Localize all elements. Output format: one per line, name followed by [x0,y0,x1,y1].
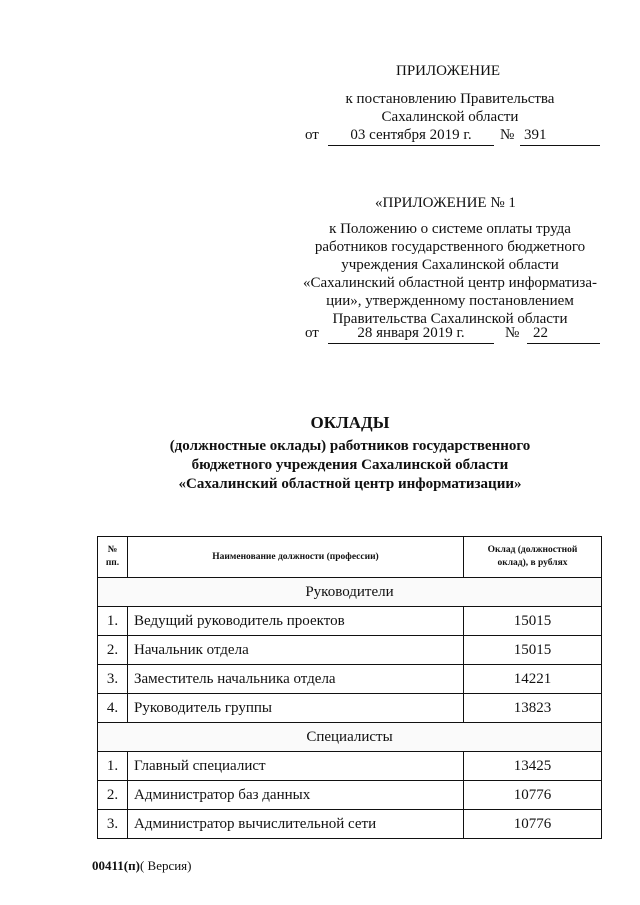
table-row [98,752,602,781]
document-subtitle-line: «Сахалинский областной центр информатизации» [178,476,522,492]
appendix-date: 03 сентября 2019 г. [328,126,494,146]
row-salary: 10776 [464,810,602,839]
table-row [98,810,602,839]
row-number: 1. [98,607,128,636]
appendix-1-line: к Положению о системе оплаты труда [329,221,571,237]
row-position: Руководитель группы [128,694,464,723]
header-salary [464,537,602,578]
appendix-1-from-label: от [305,325,319,341]
appendix-title: ПРИЛОЖЕНИЕ [396,63,501,79]
table-row [98,781,602,810]
table-row [98,607,602,636]
row-salary: 13823 [464,694,602,723]
row-salary: 15015 [464,636,602,665]
row-salary: 15015 [464,607,602,636]
appendix-1-line: «Сахалинский областной центр информатиза- [302,275,598,291]
row-position: Ведущий руководитель проектов [128,607,464,636]
table-row [98,665,602,694]
header-salary-line: Оклад (должностной [487,545,578,555]
header-number [98,537,128,578]
salary-table [97,536,602,839]
header-position: Наименование должности (профессии) [128,537,464,578]
row-position: Главный специалист [128,752,464,781]
row-position: Начальник отдела [128,636,464,665]
appendix-1-number: 22 [527,324,600,344]
header-salary-line: оклад), в рублях [497,558,568,568]
footer-version: ( Версия) [139,858,192,873]
appendix-line-1: к постановлению Правительства [345,91,555,107]
row-salary: 10776 [464,781,602,810]
row-salary: 14221 [464,665,602,694]
header-number-line: пп. [105,558,120,568]
row-number: 2. [98,636,128,665]
header-number-line: № [107,545,118,555]
appendix-1-line: ции», утвержденному постановлением [326,293,574,309]
appendix-1-number-label: № [505,325,520,341]
appendix-1-line: Правительства Сахалинской области [332,311,568,327]
section-row [98,723,602,752]
row-position: Администратор вычислительной сети [128,810,464,839]
section-row [98,578,602,607]
footer-code: 00411(п) [92,858,140,873]
row-number: 1. [98,752,128,781]
appendix-1-title: «ПРИЛОЖЕНИЕ № 1 [375,195,516,211]
appendix-1-line: учреждения Сахалинской области [341,257,559,273]
appendix-1-line: работников государственного бюджетного [314,239,586,255]
table-row [98,694,602,723]
appendix-line-2: Сахалинской области [381,109,519,125]
row-number: 2. [98,781,128,810]
appendix-number: 391 [520,126,600,146]
row-number: 3. [98,665,128,694]
document-subtitle-line: (должностные оклады) работников государственного [169,438,531,454]
appendix-1-date: 28 января 2019 г. [328,324,494,344]
row-position: Администратор баз данных [128,781,464,810]
appendix-number-label: № [500,127,515,143]
section-title: Руководители [98,578,602,607]
table-row [98,636,602,665]
row-position: Заместитель начальника отдела [128,665,464,694]
row-salary: 13425 [464,752,602,781]
table-header-row [98,537,602,578]
document-subtitle-line: бюджетного учреждения Сахалинской области [191,457,509,473]
row-number: 3. [98,810,128,839]
document-footer [92,858,192,874]
section-title: Специалисты [98,723,602,752]
appendix-from-label: от [305,127,319,143]
row-number: 4. [98,694,128,723]
document-title: ОКЛАДЫ [310,413,390,432]
